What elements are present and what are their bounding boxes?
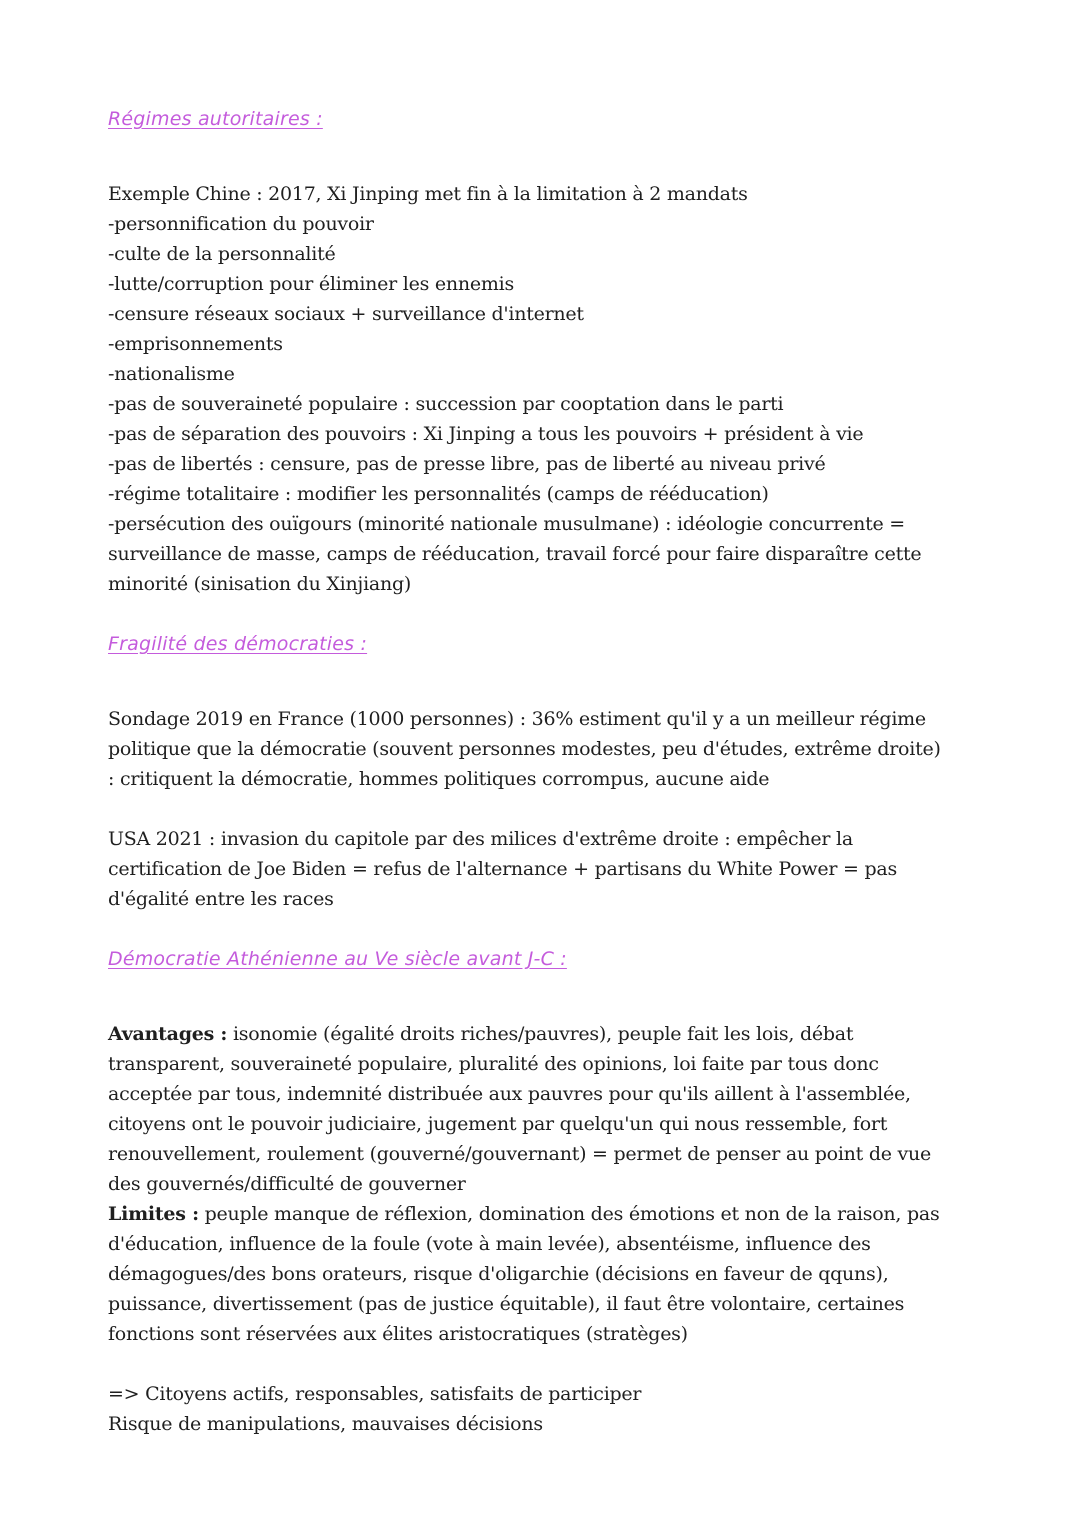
- fragilite-sondage-paragraph: [108, 704, 988, 794]
- avantages-paragraph: [108, 1019, 988, 1199]
- paragraph-line: acceptée par tous, indemnité distribuée aux pauvres pour qu'ils aillent à l'assemblée,: [108, 1083, 911, 1105]
- avantages-first-line: [108, 1019, 988, 1049]
- regimes-line: minorité (sinisation du Xinjiang): [108, 573, 412, 595]
- avantages-label: Avantages :: [108, 1023, 228, 1045]
- regimes-line: -personnification du pouvoir: [108, 213, 374, 235]
- regimes-line: surveillance de masse, camps de rééducation, travail forcé pour faire disparaître cette: [108, 543, 922, 565]
- paragraph-line: politique que la démocratie (souvent personnes modestes, peu d'études, extrême droite): [108, 738, 941, 760]
- notes-page: [108, 104, 988, 1439]
- paragraph-line: : critiquent la démocratie, hommes politiques corrompus, aucune aide: [108, 768, 770, 790]
- regimes-line: -lutte/corruption pour éliminer les ennemis: [108, 273, 514, 295]
- regimes-line: -nationalisme: [108, 363, 235, 385]
- regimes-list: [108, 179, 988, 599]
- paragraph-line: transparent, souveraineté populaire, pluralité des opinions, loi faite par tous donc: [108, 1053, 879, 1075]
- paragraph-line: USA 2021 : invasion du capitole par des milices d'extrême droite : empêcher la: [108, 828, 853, 850]
- paragraph-line: d'éducation, influence de la foule (vote à main levée), absentéisme, influence des: [108, 1233, 871, 1255]
- conclusion-line: Risque de manipulations, mauvaises décisions: [108, 1413, 543, 1435]
- paragraph-line: certification de Joe Biden = refus de l'alternance + partisans du White Power = pas: [108, 858, 897, 880]
- regimes-line: -culte de la personnalité: [108, 243, 336, 265]
- heading-regimes-autoritaires: Régimes autoritaires :: [108, 108, 323, 130]
- limites-text: peuple manque de réflexion, domination des émotions et non de la raison, pas: [198, 1203, 940, 1225]
- limites-first-line: [108, 1199, 988, 1229]
- regimes-line: -pas de séparation des pouvoirs : Xi Jinping a tous les pouvoirs + président à vie: [108, 423, 864, 445]
- paragraph-line: d'égalité entre les races: [108, 888, 334, 910]
- conclusion-paragraph: [108, 1379, 988, 1439]
- heading-democratie-athenienne: Démocratie Athénienne au Ve siècle avant J-C :: [108, 948, 567, 970]
- fragilite-usa-paragraph: [108, 824, 988, 914]
- paragraph-line: Sondage 2019 en France (1000 personnes) : 36% estiment qu'il y a un meilleur régime: [108, 708, 926, 730]
- regimes-line: -pas de libertés : censure, pas de presse libre, pas de liberté au niveau privé: [108, 453, 826, 475]
- regimes-line: Exemple Chine : 2017, Xi Jinping met fin à la limitation à 2 mandats: [108, 183, 748, 205]
- paragraph-line: puissance, divertissement (pas de justice équitable), il faut être volontaire, certaines: [108, 1293, 905, 1315]
- heading-fragilite-democraties: Fragilité des démocraties :: [108, 633, 368, 655]
- paragraph-line: renouvellement, roulement (gouverné/gouvernant) = permet de penser au point de vue: [108, 1143, 932, 1165]
- avantages-text: isonomie (égalité droits riches/pauvres), peuple fait les lois, débat: [227, 1023, 854, 1045]
- regimes-line: -censure réseaux sociaux + surveillance d'internet: [108, 303, 584, 325]
- regimes-line: -emprisonnements: [108, 333, 283, 355]
- regimes-line: -pas de souveraineté populaire : succession par cooptation dans le parti: [108, 393, 784, 415]
- conclusion-line: => Citoyens actifs, responsables, satisfaits de participer: [108, 1383, 642, 1405]
- paragraph-line: des gouvernés/difficulté de gouverner: [108, 1173, 466, 1195]
- paragraph-line: démagogues/des bons orateurs, risque d'oligarchie (décisions en faveur de qquns),: [108, 1263, 889, 1285]
- limites-label: Limites :: [108, 1203, 199, 1225]
- regimes-line: -persécution des ouïgours (minorité nationale musulmane) : idéologie concurrente =: [108, 513, 905, 535]
- regimes-line: -régime totalitaire : modifier les personnalités (camps de rééducation): [108, 483, 769, 505]
- paragraph-line: citoyens ont le pouvoir judiciaire, jugement par quelqu'un qui nous ressemble, fort: [108, 1113, 888, 1135]
- limites-paragraph: [108, 1199, 988, 1349]
- paragraph-line: fonctions sont réservées aux élites aristocratiques (stratèges): [108, 1323, 688, 1345]
